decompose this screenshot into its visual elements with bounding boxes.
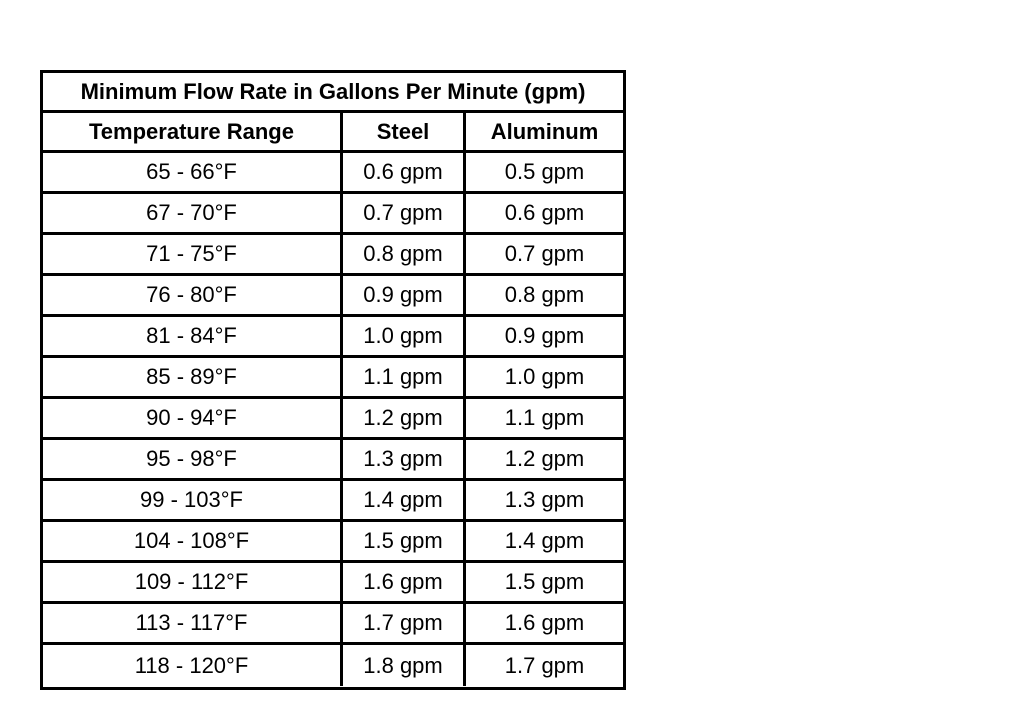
table-row xyxy=(43,604,623,645)
cell-steel: 1.3 gpm xyxy=(340,440,463,478)
cell-temperature-range: 118 - 120°F xyxy=(134,652,249,678)
cell-temperature-range: 85 - 89°F xyxy=(146,364,237,389)
cell-temperature-range: 71 - 75°F xyxy=(146,241,237,266)
header-steel: Steel xyxy=(340,113,463,150)
table-row xyxy=(43,317,623,358)
table-title: Minimum Flow Rate in Gallons Per Minute (gpm) xyxy=(80,78,586,104)
cell-aluminum: 0.5 gpm xyxy=(463,153,623,191)
table-row xyxy=(43,194,623,235)
cell-aluminum: 0.8 gpm xyxy=(463,276,623,314)
cell-steel: 0.6 gpm xyxy=(340,153,463,191)
cell-aluminum: 1.3 gpm xyxy=(463,481,623,519)
cell-aluminum: 1.6 gpm xyxy=(463,604,623,642)
table-row xyxy=(43,645,623,686)
cell-temperature-range: 95 - 98°F xyxy=(146,446,237,471)
table-row xyxy=(43,153,623,194)
header-aluminum: Aluminum xyxy=(463,113,623,150)
cell-temperature-range: 104 - 108°F xyxy=(133,528,250,553)
table-row xyxy=(43,399,623,440)
cell-temperature-range: 67 - 70°F xyxy=(146,200,237,225)
cell-steel: 1.2 gpm xyxy=(340,399,463,437)
cell-aluminum: 0.9 gpm xyxy=(463,317,623,355)
table-row xyxy=(43,358,623,399)
header-temperature-range: Temperature Range xyxy=(89,118,294,144)
cell-temperature-range: 113 - 117°F xyxy=(135,610,248,635)
cell-steel: 0.7 gpm xyxy=(340,194,463,232)
cell-temperature-range: 109 - 112°F xyxy=(134,569,249,594)
flow-rate-table xyxy=(40,70,626,690)
cell-steel: 1.7 gpm xyxy=(340,604,463,642)
cell-temperature-range: 99 - 103°F xyxy=(140,487,243,512)
cell-aluminum: 1.2 gpm xyxy=(463,440,623,478)
cell-aluminum: 0.7 gpm xyxy=(463,235,623,273)
cell-temperature-range: 76 - 80°F xyxy=(146,282,237,307)
cell-steel: 1.1 gpm xyxy=(340,358,463,396)
table-row xyxy=(43,563,623,604)
cell-steel: 0.8 gpm xyxy=(340,235,463,273)
table-row xyxy=(43,440,623,481)
cell-aluminum: 1.5 gpm xyxy=(463,563,623,601)
cell-aluminum: 1.0 gpm xyxy=(463,358,623,396)
table-row xyxy=(43,481,623,522)
cell-aluminum: 1.4 gpm xyxy=(463,522,623,560)
cell-temperature-range: 90 - 94°F xyxy=(146,405,237,430)
cell-aluminum: 1.7 gpm xyxy=(463,645,623,686)
table-row xyxy=(43,235,623,276)
cell-aluminum: 1.1 gpm xyxy=(463,399,623,437)
table-row xyxy=(43,276,623,317)
table-row xyxy=(43,522,623,563)
table-title-row xyxy=(43,73,623,113)
cell-aluminum: 0.6 gpm xyxy=(463,194,623,232)
cell-temperature-range: 81 - 84°F xyxy=(146,323,237,348)
cell-steel: 1.8 gpm xyxy=(340,645,463,686)
table-header-row xyxy=(43,113,623,153)
cell-steel: 1.6 gpm xyxy=(340,563,463,601)
cell-temperature-range: 65 - 66°F xyxy=(146,159,237,184)
cell-steel: 0.9 gpm xyxy=(340,276,463,314)
cell-steel: 1.4 gpm xyxy=(340,481,463,519)
cell-steel: 1.5 gpm xyxy=(340,522,463,560)
cell-steel: 1.0 gpm xyxy=(340,317,463,355)
